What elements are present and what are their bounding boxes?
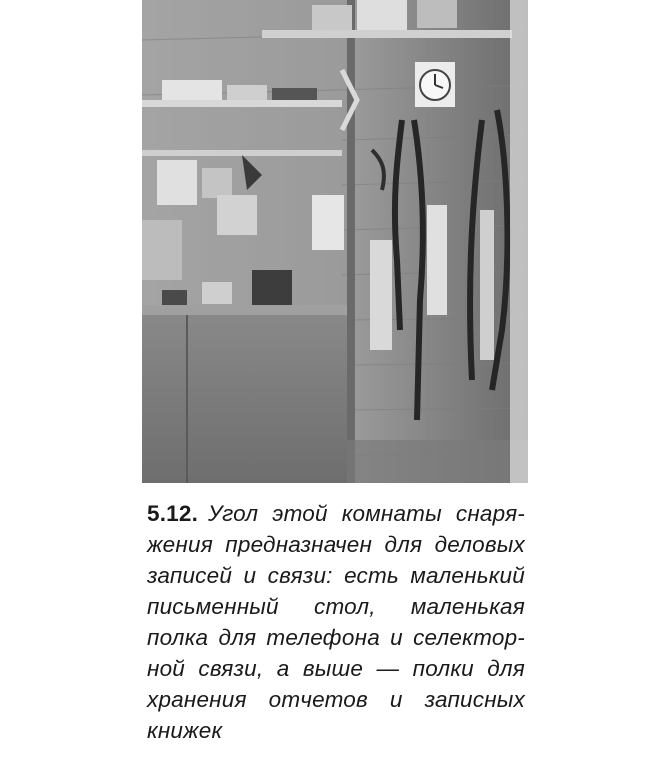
figure-number: 5.12.: [147, 501, 199, 526]
pinned-paper: [312, 195, 344, 250]
caption-line-5: полка для телефона и селектор-: [147, 625, 525, 650]
caption-text-1: Угол этой комнаты снаря-: [208, 501, 525, 526]
equipment-room-photo: [142, 0, 528, 483]
figure-caption: [147, 498, 525, 746]
corner-post: [347, 0, 355, 483]
top-shelf: [262, 30, 512, 38]
caption-line-8: книжек: [147, 718, 223, 743]
caption-line-6: ной связи, а выше — полки для: [147, 656, 525, 681]
hanging-rope: [370, 240, 392, 350]
caption-line-2: жения предназначен для деловых: [147, 532, 525, 557]
desk-box: [252, 270, 292, 305]
desk: [142, 305, 347, 483]
caption-line-3: записей и связи: есть маленький: [147, 563, 525, 588]
upper-shelf: [142, 100, 342, 107]
middle-shelf: [142, 150, 342, 156]
caption-line-4: письменный стол, маленькая: [147, 594, 525, 619]
photo-illustration: [142, 0, 528, 483]
caption-line-1: [147, 498, 525, 529]
caption-line-7: хранения отчетов и записных: [147, 687, 525, 712]
